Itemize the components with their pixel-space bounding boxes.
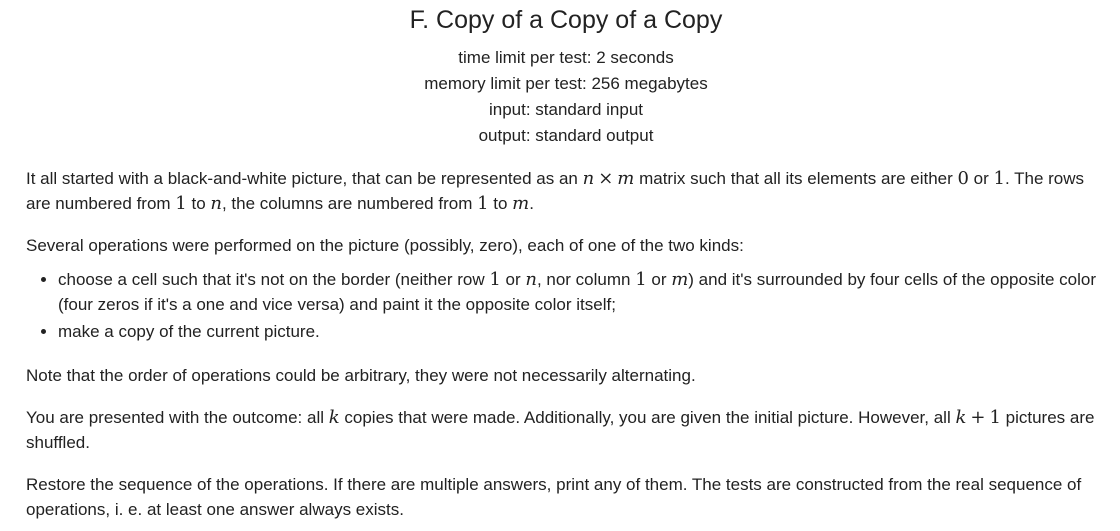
problem-statement — [26, 166, 1106, 522]
math-m: m — [671, 269, 689, 290]
problem-title: F. Copy of a Copy of a Copy — [409, 6, 723, 34]
math-n: n — [210, 193, 222, 214]
math-one: 1 — [993, 168, 1005, 189]
text-span: to — [488, 194, 513, 213]
text-span: or — [500, 270, 526, 289]
math-times: × — [598, 168, 614, 189]
text-span: ) and it's surrounded by four cells of the opposite color (four zeros if it's a one and vice versa) and paint it the opposite color itself; — [58, 270, 1096, 314]
math-plus: + — [970, 407, 986, 428]
math-one: 1 — [489, 269, 501, 290]
statement-paragraph-1 — [26, 166, 1106, 216]
text-span: , the columns are numbered from — [221, 194, 478, 213]
text-span: , nor column — [536, 270, 636, 289]
text-span: . The rows are numbered from — [26, 169, 1085, 213]
math-k: k — [955, 407, 967, 428]
math-zero: 0 — [957, 168, 969, 189]
text-span: . — [529, 194, 534, 213]
math-n: n — [525, 269, 537, 290]
time-limit: time limit per test: 2 seconds — [458, 48, 674, 67]
text-span: choose a cell such that it's not on the border (neither row — [58, 270, 490, 289]
text-span: to — [186, 194, 211, 213]
math-one: 1 — [635, 269, 647, 290]
text-span: or — [968, 169, 994, 188]
text-span: copies that were made. Additionally, you are given the initial picture. However, all — [339, 408, 956, 427]
memory-limit: memory limit per test: 256 megabytes — [424, 74, 708, 93]
math-m: m — [512, 193, 530, 214]
text-span: matrix such that all its elements are either — [634, 169, 958, 188]
statement-paragraph-2: Several operations were performed on the picture (possibly, zero), each of one of the two kinds: — [26, 236, 744, 255]
text-span: or — [646, 270, 672, 289]
statement-paragraph-3: Note that the order of operations could be arbitrary, they were not necessarily alternating. — [26, 366, 696, 385]
math-one: 1 — [989, 407, 1001, 428]
statement-paragraph-5: Restore the sequence of the operations. If there are multiple answers, print any of them. The tests are constructed from the real sequence of operations, i. e. at least one answer always exists. — [26, 475, 1082, 519]
math-one: 1 — [477, 193, 489, 214]
statement-paragraph-4 — [26, 405, 1106, 455]
math-one: 1 — [175, 193, 187, 214]
text-span: You are presented with the outcome: all — [26, 408, 329, 427]
list-item-paint — [58, 267, 1106, 319]
text-span: pictures are shuffled. — [26, 408, 1095, 452]
math-n: n — [582, 168, 595, 189]
operations-list — [26, 267, 1106, 346]
list-item-copy: • make a copy of the current picture. — [58, 319, 1106, 346]
output-spec: output: standard output — [478, 126, 654, 145]
input-spec: input: standard input — [488, 100, 644, 119]
math-k: k — [328, 407, 340, 428]
problem-header — [26, 0, 1106, 149]
text-span: It all started with a black-and-white picture, that can be represented as an — [26, 169, 583, 188]
math-m: m — [617, 168, 635, 189]
